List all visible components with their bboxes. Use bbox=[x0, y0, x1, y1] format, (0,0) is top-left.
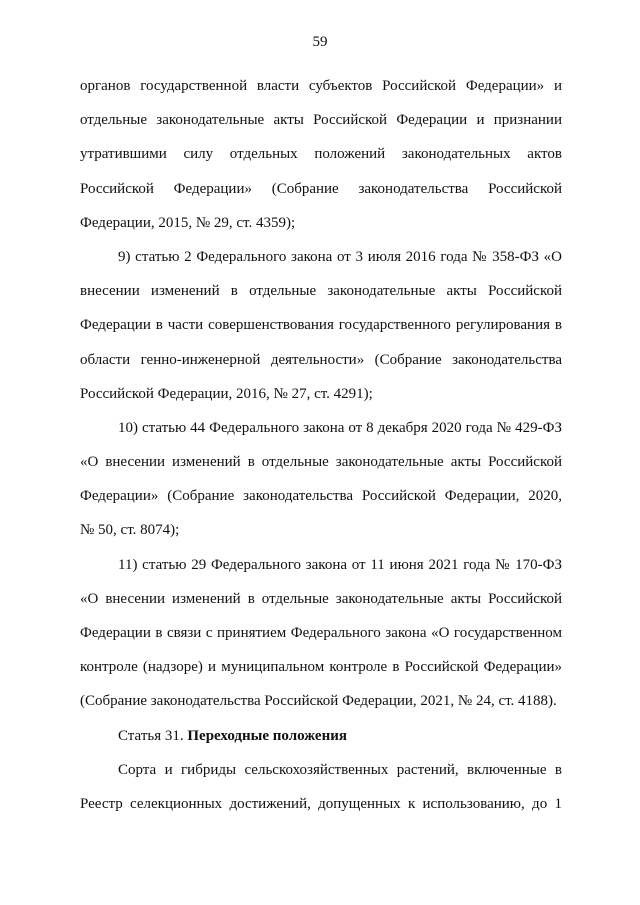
text-line: Федерации в части совершенствования государственного регулирования в bbox=[80, 317, 562, 334]
text-line: Федерации» (Собрание законодательства Российской Федерации, 2020, bbox=[80, 488, 562, 505]
closing-lines bbox=[80, 753, 562, 821]
text-line: 10) статью 44 Федерального закона от 8 декабря 2020 года № 429-ФЗ bbox=[118, 419, 562, 436]
text-line: Российской Федерации, 2016, № 27, ст. 4291); bbox=[80, 385, 373, 402]
text-line: Сорта и гибриды сельскохозяйственных растений, включенные в bbox=[118, 761, 562, 778]
text-line: отдельные законодательные акты Российской Федерации и признании bbox=[80, 112, 562, 129]
text-line: Федерации, 2015, № 29, ст. 4359); bbox=[80, 214, 296, 231]
text-line: 11) статью 29 Федерального закона от 11 июня 2021 года № 170-ФЗ bbox=[118, 556, 562, 573]
document-body bbox=[80, 69, 562, 821]
text-line: № 50, ст. 8074); bbox=[80, 522, 180, 539]
text-line: органов государственной власти субъектов Российской Федерации» и bbox=[80, 78, 562, 94]
paragraph-lines bbox=[80, 69, 562, 719]
text-line: 9) статью 2 Федерального закона от 3 июля 2016 года № 358-ФЗ «О bbox=[118, 248, 562, 265]
text-line: области генно-инженерной деятельности» (Собрание законодательства bbox=[80, 351, 562, 368]
text-line: внесении изменений в отдельные законодательные акты Российской bbox=[80, 283, 562, 300]
article-heading bbox=[80, 719, 562, 753]
text-line: Федерации в связи с принятием Федерального закона «О государственном bbox=[80, 625, 562, 641]
text-line: утратившими силу отдельных положений законодательных актов bbox=[80, 146, 562, 163]
text-line: Реестр селекционных достижений, допущенных к использованию, до 1 bbox=[80, 795, 562, 812]
text-line: «О внесении изменений в отдельные законодательные акты Российской bbox=[80, 590, 562, 607]
page-number: 59 bbox=[312, 34, 328, 50]
text-line: контроле (надзоре) и муниципальном контроле в Российской Федерации» bbox=[80, 659, 562, 676]
text-line: Российской Федерации» (Собрание законодательства Российской bbox=[80, 180, 562, 197]
text-line: (Собрание законодательства Российской Федерации, 2021, № 24, ст. 4188). bbox=[80, 693, 557, 710]
article-label: Статья 31. bbox=[118, 727, 188, 744]
text-line: «О внесении изменений в отдельные законодательные акты Российской bbox=[80, 454, 562, 471]
article-title: Переходные положения bbox=[187, 727, 347, 744]
